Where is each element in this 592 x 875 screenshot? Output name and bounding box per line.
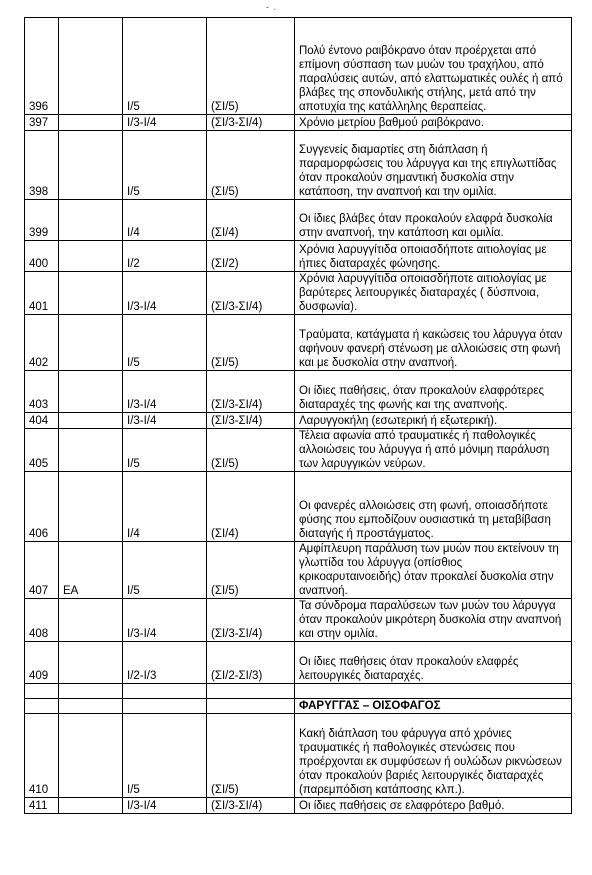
table-row: [25, 315, 572, 371]
row-number: 397: [29, 117, 49, 129]
table-row: [25, 200, 572, 241]
row-number-cell: [25, 371, 59, 413]
table-row: [25, 429, 572, 472]
row-degree-cell: [123, 315, 207, 371]
row-percentage-cell: [207, 272, 295, 315]
row-description: Πολύ έντονο ραιβόκρανο όταν προέρχεται από επίμονη σύσπαση των μυών του τραχήλου, από παραλύσεις αυτών, από ελαττωματικές ουλές ή από βλάβες της σπονδυλικής στήλης, μετά από την αποτυχία της κατάλληλης θεραπείας.: [299, 45, 563, 113]
row-code-cell: [59, 18, 123, 115]
row-code-cell: [59, 472, 123, 542]
row-description: ΦΑΡΥΓΓΑΣ – ΟΙΣΟΦΑΓΟΣ: [299, 700, 441, 712]
table-row: [25, 714, 572, 798]
row-degree: Ι/3-Ι/4: [127, 301, 157, 313]
row-percentage-cell: [207, 115, 295, 131]
row-description-cell: [295, 200, 572, 241]
row-percentage: (ΣΙ/3-ΣΙ/4): [211, 628, 263, 640]
row-number: 398: [29, 186, 49, 198]
row-number-cell: [25, 241, 59, 272]
row-degree: Ι/3-Ι/4: [127, 628, 157, 640]
row-degree-cell: [123, 599, 207, 642]
row-description-cell: [295, 241, 572, 272]
row-degree: Ι/5: [127, 585, 140, 597]
row-code-cell: [59, 542, 123, 599]
row-percentage: (ΣΙ/3-ΣΙ/4): [211, 117, 263, 129]
row-description-cell: [295, 429, 572, 472]
row-description-cell: [295, 599, 572, 642]
row-number: 408: [29, 628, 49, 640]
row-degree-cell: [123, 413, 207, 429]
row-number-cell: [25, 599, 59, 642]
row-percentage: (ΣΙ/3-ΣΙ/4): [211, 301, 263, 313]
row-code-cell: [59, 315, 123, 371]
row-code-cell: [59, 699, 123, 714]
row-description-cell: [295, 714, 572, 798]
table-row: [25, 599, 572, 642]
row-number: 404: [29, 415, 49, 427]
table-row: [25, 371, 572, 413]
row-number-cell: [25, 472, 59, 542]
row-degree: Ι/2-Ι/3: [127, 670, 157, 682]
row-description-cell: [295, 371, 572, 413]
row-code-cell: [59, 131, 123, 200]
row-description-cell: [295, 315, 572, 371]
row-number: 402: [29, 357, 49, 369]
row-description-cell: [295, 131, 572, 200]
row-description-cell: [295, 472, 572, 542]
table-row: [25, 115, 572, 131]
row-degree-cell: [123, 684, 207, 699]
row-description: Οι ίδιες παθήσεις σε ελαφρότερο βαθμό.: [299, 800, 505, 812]
row-degree: Ι/5: [127, 458, 140, 470]
row-percentage-cell: [207, 429, 295, 472]
row-degree: Ι/5: [127, 186, 140, 198]
row-percentage: (ΣΙ/5): [211, 357, 239, 369]
row-code-cell: [59, 714, 123, 798]
row-number-cell: [25, 642, 59, 684]
row-code: ΕΑ: [63, 585, 79, 597]
row-percentage: (ΣΙ/3-ΣΙ/4): [211, 415, 263, 427]
row-number-cell: [25, 798, 59, 814]
row-description: Οι φανερές αλλοιώσεις στη φωνή, οποιασδήποτε φύσης που εμποδίζουν ουσιαστικά τη μεταβίβαση διαταγής ή προστάγματος.: [299, 500, 551, 540]
row-degree: Ι/5: [127, 101, 140, 113]
row-description: Τραύματα, κατάγματα ή κακώσεις του λάρυγγα όταν αφήνουν φανερή στένωση με αλλοιώσεις στη φωνή και με δυσκολία στην αναπνοή.: [299, 329, 563, 369]
row-percentage: (ΣΙ/4): [211, 528, 239, 540]
row-percentage-cell: [207, 798, 295, 814]
row-degree-cell: [123, 472, 207, 542]
row-description: Χρόνιο μετρίου βαθμού ραιβόκρανο.: [299, 117, 484, 129]
row-description: Χρόνια λαρυγγίτιδα οποιασδήποτε αιτιολογίας με βαρύτερες λειτουργικές διαταραχές ( δύσπνοια, δυσφωνία).: [299, 273, 547, 313]
row-percentage-cell: [207, 472, 295, 542]
table-row: [25, 413, 572, 429]
row-code-cell: [59, 200, 123, 241]
row-degree: Ι/3-Ι/4: [127, 800, 157, 812]
table-row: [25, 798, 572, 814]
row-percentage-cell: [207, 684, 295, 699]
row-number: 410: [29, 784, 49, 796]
row-description: Αμφίπλευρη παράλυση των μυών που εκτείνουν τη γλωττίδα του λάρυγγα (οπίσθιος κρικοαρυταινοειδής) όταν προκαλεί δυσκολία στην αναπνοή.: [299, 543, 559, 597]
row-percentage-cell: [207, 542, 295, 599]
row-description-cell: [295, 272, 572, 315]
row-number: 409: [29, 670, 49, 682]
row-description-cell: [295, 798, 572, 814]
row-percentage: (ΣΙ/5): [211, 784, 239, 796]
row-percentage-cell: [207, 642, 295, 684]
row-percentage: (ΣΙ/3-ΣΙ/4): [211, 399, 263, 411]
row-code-cell: [59, 115, 123, 131]
row-number-cell: [25, 115, 59, 131]
row-degree-cell: [123, 429, 207, 472]
row-percentage-cell: [207, 599, 295, 642]
row-percentage-cell: [207, 241, 295, 272]
row-degree-cell: [123, 18, 207, 115]
table-body: [25, 18, 572, 814]
row-description: Οι ίδιες παθήσεις, όταν προκαλούν ελαφρότερες διαταραχές της φωνής και της αναπνοής.: [299, 385, 544, 411]
row-percentage: (ΣΙ/2): [211, 258, 239, 270]
row-description-cell: [295, 413, 572, 429]
row-number-cell: [25, 200, 59, 241]
row-code-cell: [59, 642, 123, 684]
row-degree-cell: [123, 798, 207, 814]
row-degree: Ι/5: [127, 784, 140, 796]
row-degree: Ι/3-Ι/4: [127, 415, 157, 427]
row-description: Συγγενείς διαμαρτίες στη διάπλαση ή παραμορφώσεις του λάρυγγα και της επιγλωττίδας όταν προκαλούν σημαντική δυσκολία στην κατάποση, την αναπνοή και την ομιλία.: [299, 144, 557, 198]
row-number: 396: [29, 101, 49, 113]
row-percentage: (ΣΙ/5): [211, 458, 239, 470]
row-percentage: (ΣΙ/2-ΣΙ/3): [211, 670, 263, 682]
disability-rating-table: [24, 17, 572, 814]
row-description: Τέλεια αφωνία από τραυματικές ή παθολογικές αλλοιώσεις του λάρυγγα ή από μόνιμη παράλυση των λαρυγγικών νεύρων.: [299, 430, 550, 470]
table-row: [25, 472, 572, 542]
row-number-cell: [25, 429, 59, 472]
row-degree-cell: [123, 542, 207, 599]
row-description-cell: [295, 642, 572, 684]
row-degree: Ι/3-Ι/4: [127, 399, 157, 411]
table-row: [25, 642, 572, 684]
row-code-cell: [59, 684, 123, 699]
row-number-cell: [25, 315, 59, 371]
row-degree: Ι/5: [127, 357, 140, 369]
row-description: Τα σύνδρομα παραλύσεων των μυών του λάρυγγα όταν προκαλούν μικρότερη δυσκολία στην αναπνοή και στην ομιλία.: [299, 600, 562, 640]
row-description: Λαρυγγοκήλη (εσωτερική ή εξωτερική).: [299, 415, 498, 427]
table-row: [25, 272, 572, 315]
row-percentage: (ΣΙ/5): [211, 101, 239, 113]
row-number-cell: [25, 699, 59, 714]
table-row: [25, 542, 572, 599]
row-degree-cell: [123, 371, 207, 413]
row-description: Κακή διάπλαση του φάρυγγα από χρόνιες τραυματικές ή παθολογικές στενώσεις που προέρχονται εκ συμφύσεων ή ουλώδων ρικνώσεων όταν προκαλούν βαριές λειτουργικές διαταραχές (παρεμπόδιση κατάποσης κλπ.).: [299, 728, 562, 796]
table-row: [25, 131, 572, 200]
row-number: 400: [29, 258, 49, 270]
row-degree-cell: [123, 699, 207, 714]
row-description-cell: [295, 684, 572, 699]
row-number-cell: [25, 542, 59, 599]
row-percentage: (ΣΙ/3-ΣΙ/4): [211, 800, 263, 812]
row-number: 407: [29, 585, 49, 597]
row-description: Οι ίδιες βλάβες όταν προκαλούν ελαφρά δυσκολία στην αναπνοή, την κατάποση και ομιλία.: [299, 213, 553, 239]
row-number: 411: [29, 800, 48, 812]
row-percentage-cell: [207, 18, 295, 115]
row-degree: Ι/4: [127, 528, 140, 540]
row-degree-cell: [123, 200, 207, 241]
table-row: [25, 241, 572, 272]
row-description-cell: [295, 699, 572, 714]
row-degree-cell: [123, 272, 207, 315]
row-percentage-cell: [207, 699, 295, 714]
row-code-cell: [59, 272, 123, 315]
row-number-cell: [25, 714, 59, 798]
row-percentage: (ΣΙ/4): [211, 227, 239, 239]
row-description-cell: [295, 18, 572, 115]
row-degree-cell: [123, 642, 207, 684]
page-mark: - .: [266, 2, 277, 12]
row-code-cell: [59, 798, 123, 814]
row-code-cell: [59, 371, 123, 413]
row-number: 405: [29, 458, 49, 470]
row-number-cell: [25, 18, 59, 115]
row-percentage: (ΣΙ/5): [211, 585, 239, 597]
row-percentage-cell: [207, 371, 295, 413]
row-number: 399: [29, 227, 49, 239]
row-degree-cell: [123, 714, 207, 798]
row-description: Οι ίδιες παθήσεις όταν προκαλούν ελαφρές λειτουργικές διαταραχές.: [299, 656, 519, 682]
row-degree: Ι/3-Ι/4: [127, 117, 157, 129]
table-row: [25, 684, 572, 699]
row-percentage: (ΣΙ/5): [211, 186, 239, 198]
row-description: Χρόνια λαρυγγίτιδα οποιασδήποτε αιτιολογίας με ήπιες διαταραχές φώνησης.: [299, 244, 547, 270]
row-percentage-cell: [207, 200, 295, 241]
row-description-cell: [295, 115, 572, 131]
row-percentage-cell: [207, 413, 295, 429]
row-code-cell: [59, 241, 123, 272]
row-degree: Ι/4: [127, 227, 140, 239]
row-degree-cell: [123, 241, 207, 272]
row-percentage-cell: [207, 714, 295, 798]
row-code-cell: [59, 599, 123, 642]
row-number-cell: [25, 413, 59, 429]
row-description-cell: [295, 542, 572, 599]
row-degree-cell: [123, 131, 207, 200]
row-code-cell: [59, 413, 123, 429]
row-number: 403: [29, 399, 49, 411]
row-percentage-cell: [207, 315, 295, 371]
table-row: [25, 699, 572, 714]
row-degree-cell: [123, 115, 207, 131]
row-number: 401: [29, 301, 49, 313]
row-percentage-cell: [207, 131, 295, 200]
row-number-cell: [25, 131, 59, 200]
row-number: 406: [29, 528, 49, 540]
row-number-cell: [25, 684, 59, 699]
row-degree: Ι/2: [127, 258, 140, 270]
row-code-cell: [59, 429, 123, 472]
table-row: [25, 18, 572, 115]
row-number-cell: [25, 272, 59, 315]
